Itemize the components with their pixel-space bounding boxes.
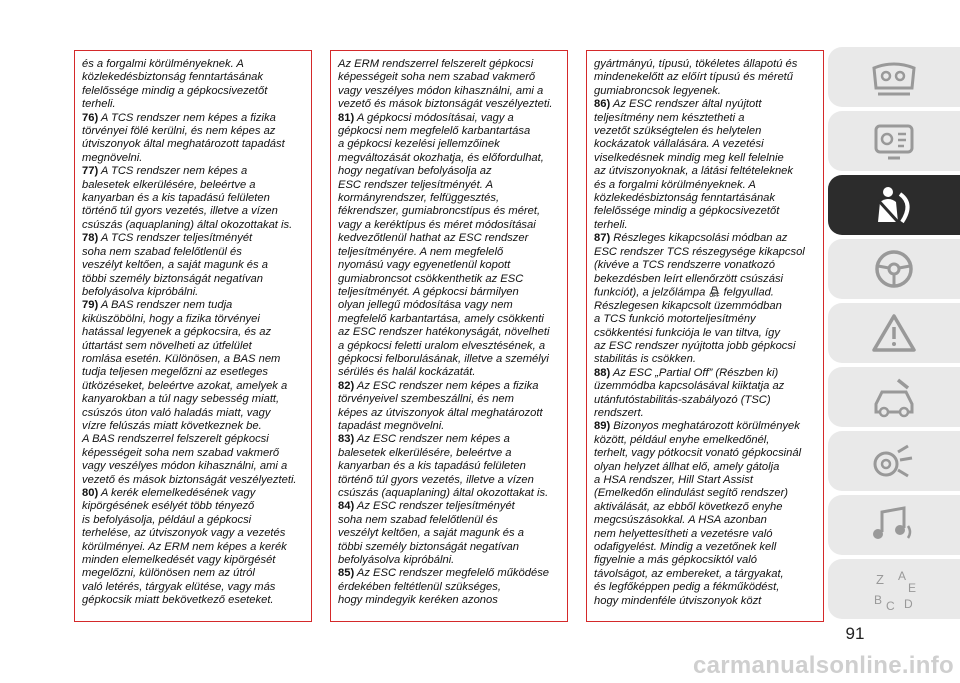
text-line: olyan jellegű módosítása vagy nem [338, 299, 513, 312]
page-number: 91 [845, 624, 865, 643]
text-line: hogy mindenféle útviszonyok közt [594, 594, 762, 607]
text-line: vezető és mások biztonságát veszélyezteti. [338, 98, 553, 111]
text-line: fékrendszer, gumiabroncstípus és méret, [338, 205, 541, 218]
text-line: nem helyettesítheti a vezetésre való [594, 527, 773, 540]
text-line: törvényei fölé kerülni, és nem képes az [82, 125, 276, 138]
alphabetical-index-icon [868, 566, 920, 612]
text-line: befolyásolva kipróbálni. [82, 285, 199, 298]
tab-dashboard[interactable] [828, 47, 960, 107]
text-line: és legfőképpen pedig a fékműködést, [594, 581, 780, 594]
text-line: befolyásolva kipróbálni. [338, 554, 455, 567]
index-letter: D [904, 597, 913, 611]
text-line: az ESC rendszer hatékonyságát, növelheti [338, 326, 550, 339]
text-line: teljesítményére. A nem megfelelő [338, 245, 504, 258]
note-number: 77) [82, 165, 99, 178]
text-line: hogy mindegyik keréken azonos [338, 594, 498, 607]
text-line: Az ESC rendszer nem képes a fizika [354, 379, 539, 392]
text-line: hatással legyenek a gépkocsira, és az [82, 326, 272, 339]
index-letter: Z [876, 572, 884, 587]
text-line: többi személy biztonságát negatívan [82, 272, 263, 285]
note-number: 76) [82, 111, 99, 124]
text-line: A BAS rendszer nem tudja [98, 299, 233, 312]
chapter-tabs [826, 47, 960, 622]
text-line: gumiabroncsok legyenek. [594, 84, 721, 97]
lamp-off-label: OFF [709, 292, 720, 299]
text-line: a TCS funkció motorteljesítmény [594, 313, 756, 326]
text-line: vízre felúszás miatt következnek be. [82, 419, 262, 432]
text-line: hogy negatívan befolyásolja az [338, 165, 492, 178]
text-line: úttartást sem növelheti az útfelület [82, 339, 252, 352]
text-line: mindenekelőtt az előírt típusú és méretű [594, 71, 793, 84]
text-line: soha nem szabad felelőtlenül és [338, 513, 498, 526]
paragraph [594, 58, 816, 608]
text-line: történő túl gyors vezetés, illetve a vízen [82, 205, 278, 218]
multimedia-icon [868, 502, 920, 548]
text-line: ütközéseket, beleértve azokat, amelyek a [82, 379, 288, 392]
note-number: 80) [82, 487, 99, 499]
tab-multimedia[interactable] [828, 495, 960, 555]
text-line: A kerék elemelkedésének vagy [98, 487, 256, 499]
text-line: (kivéve a TCS rendszerre vonatkozó [594, 259, 775, 272]
text-line: stabilitás is csökken. [594, 353, 696, 366]
text-line: balesetek elkerülésére, beleértve a [338, 446, 512, 459]
steering-wheel-icon [868, 246, 920, 292]
text-line: kockázatok vállalására. A vezetési [594, 138, 764, 151]
technical-data-icon [868, 438, 920, 484]
text-line: balesetek elkerülésére, beleértve a [82, 178, 256, 191]
text-line: gépkocsi nem megfelelő karbantartása [338, 125, 531, 138]
text-line: funkciót), a jelzőlámpa [594, 286, 709, 299]
text-line: a HSA rendszer, Hill Start Assist [594, 474, 753, 487]
text-line: sérülés és halál kockázatát. [338, 366, 476, 379]
note-number: 89) [594, 420, 611, 433]
text-line: (Emelkedőn elindulást segítő rendszer) [594, 487, 789, 500]
text-line: vagy veszélyes módon kihasználni, ami a [82, 460, 288, 473]
text-line: Az ESC rendszer megfelelő működése [354, 567, 550, 580]
note-number: 86) [594, 98, 611, 111]
note-number: 88) [594, 366, 611, 379]
text-line: soha nem szabad felelőtlenül és [82, 245, 242, 258]
tab-servicing[interactable] [828, 367, 960, 427]
text-line: képes az útviszonyok által meghatározott [338, 406, 543, 419]
text-line: csúszás (aquaplaning) által okozottakat is. [338, 487, 549, 499]
text-line: vagy a keréktípus és méret módosításai [338, 218, 536, 231]
text-line: A TCS rendszer nem képes a [98, 165, 248, 178]
index-letter: A [898, 569, 907, 583]
text-line: gépkocsik miatt bekövetkező eseteket. [82, 594, 274, 607]
text-line: csökkentési funkciója le van tiltva, így [594, 326, 780, 339]
text-line: az ESC rendszer nyújtotta jobb gépkocsi [594, 339, 796, 352]
text-line: megfelelő karbantartása, amely csökkenti [338, 312, 544, 325]
tab-index[interactable] [828, 559, 960, 619]
text-line: aktiválását, az ebből következő enyhe [594, 500, 783, 513]
text-column-3 [586, 50, 824, 622]
text-line: kanyarokban a túl nagy sebesség miatt, [82, 393, 280, 406]
text-line: megcsúszásokkal. A HSA azonban [594, 514, 767, 527]
text-line: megváltozását okozhatja, és előfordulhat, [338, 151, 544, 164]
text-line: olyan helyzet állhat elő, amely gátolja [594, 460, 780, 473]
text-line: A gépkocsi módosításai, vagy a [354, 111, 514, 124]
text-line: a gépkocsi feletti uralom elvesztésének, a [338, 339, 546, 352]
text-line: gyártmányú, típusú, tökéletes állapotú és [594, 58, 798, 70]
text-line: Az ESC rendszer teljesítményét [354, 500, 515, 513]
text-line: csúszós úton való haladás miatt, vagy [82, 406, 271, 419]
text-line: terheli. [82, 98, 116, 111]
car-dashboard-icon [868, 54, 920, 100]
text-line: terhelése, az útviszonyok vagy a vezetés [82, 527, 286, 540]
text-line: terheli. [594, 218, 628, 231]
watermark: carmanualsonline.info [692, 652, 954, 679]
paragraph [82, 58, 304, 608]
warning-lights-icon [868, 118, 920, 164]
text-line: ESC rendszer TCS részegysége kikapcsol [594, 245, 805, 258]
text-line: odafigyelést. Mindig a vezetőnek kell [594, 541, 777, 554]
text-line: teljesítmény nem késztetheti a [594, 111, 745, 124]
text-line: Bizonyos meghatározott körülmények [610, 420, 800, 433]
index-letter: E [908, 581, 917, 595]
text-line: a gépkocsi kezelési jellemzőinek [338, 138, 500, 151]
text-line: törvényeivel szembeszállni, és nem [338, 393, 514, 406]
paragraph [338, 58, 560, 608]
text-line: terhelt, vagy pótkocsit vonató gépkocsinál [594, 447, 802, 460]
text-line: vezető és mások biztonságát veszélyezteti. [82, 473, 297, 486]
text-line: felgyullad. [720, 286, 774, 299]
text-line: útviszonyok által meghatározott tapadást [82, 138, 285, 151]
text-line: A TCS rendszer nem képes a fizika [98, 111, 276, 124]
text-line: kanyarban és a kis tapadású felületen [338, 460, 526, 473]
tab-emergency[interactable] [828, 303, 960, 363]
text-line: is befolyásolja, például a gépkocsi [82, 513, 252, 526]
text-line: körülményei. Az ERM nem képes a kerék [82, 540, 287, 553]
text-line: Az ESC rendszer nem képes a [354, 433, 510, 446]
text-line: megnövelni. [82, 151, 143, 164]
text-line: gépkocsi felborulásának, illetve a személyi [338, 352, 549, 365]
text-line: vagy veszélyes módon kihasználni, ami a [338, 84, 544, 97]
index-letter: C [886, 599, 895, 612]
esc-off-warning-lamp-icon [708, 286, 720, 299]
text-line: figyelnie a más gépkocsiktól való [594, 554, 757, 567]
text-line: felelőssége mindig a gépkocsivezetőt [82, 84, 268, 97]
text-line: közlekedésbiztonság fenntartásának [82, 71, 263, 84]
text-line: A TCS rendszer teljesítményét [98, 232, 253, 245]
text-line: teljesítményét. A gépkocsi bármilyen [338, 285, 519, 298]
text-line: között, például enyhe emelkedőnél, [594, 433, 770, 446]
text-line: tapadást megnövelni. [338, 419, 445, 432]
text-line: utánfutóstabilitás-szabályozó (TSC) [594, 393, 771, 406]
text-line: üzemmódba kapcsolásával kiiktatja az [594, 380, 785, 393]
text-line: kipörgésének esélyét több tényező [82, 500, 255, 513]
tab-safety[interactable] [828, 175, 960, 235]
text-line: romlása esetén. Különösen, a BAS nem [82, 352, 281, 365]
text-line: csúszás (aquaplaning) által okozottakat is. [82, 218, 293, 231]
text-line: érdekében feltétlenül szükséges, [338, 580, 501, 593]
text-line: megelőzni, különösen nem az útról [82, 567, 255, 580]
text-line: gumiabroncsot csökkenthetik az ESC [338, 272, 524, 285]
text-line: tudja teljesen megelőzni az esetleges [82, 366, 268, 379]
text-line: kedvezőtlenül hathat az ESC rendszer [338, 232, 529, 245]
text-line: Részleges kikapcsolási módban az [610, 232, 788, 245]
text-line: és a forgalmi körülményeknek. A [82, 58, 244, 70]
text-column-2 [330, 50, 568, 622]
note-number: 78) [82, 232, 99, 245]
text-line: rendszert. [594, 407, 644, 420]
text-line: való letérés, tárgyak elütése, vagy más [82, 580, 276, 593]
text-line: ESC rendszer teljesítményét. A [338, 178, 494, 191]
note-number: 84) [338, 500, 355, 513]
tab-warning-lights[interactable] [828, 111, 960, 171]
text-line: kanyarban és a kis tapadású felületen [82, 192, 270, 205]
text-line: nyomású vagy egyenetlenül kopott [338, 259, 511, 272]
text-line: képességeit soha nem szabad vakmerő [338, 71, 536, 84]
wrench-car-icon [868, 374, 920, 420]
warning-triangle-icon [868, 310, 920, 356]
text-line: az útviszonyoknak, a látási feltételeknek [594, 165, 793, 178]
text-line: viselkedésnek mindig meg kell felelnie [594, 151, 784, 164]
note-number: 85) [338, 567, 355, 580]
text-line: Részlegesen kikapcsolt üzemmódban [594, 299, 782, 312]
text-line: történő túl gyors vezetés, illetve a vízen [338, 473, 534, 486]
text-line: veszélyt keltően, a saját magunk és a [338, 527, 524, 540]
note-number: 87) [594, 232, 611, 245]
text-line: többi személy biztonságát negatívan [338, 540, 519, 553]
text-line: minden elemelkedését vagy kipörgését [82, 554, 276, 567]
text-line: kiküszöbölni, hogy a fizika törvényei [82, 312, 260, 325]
tab-technical-data[interactable] [828, 431, 960, 491]
note-number: 82) [338, 379, 355, 392]
text-line: Az ERM rendszerrel felszerelt gépkocsi [338, 58, 534, 70]
note-number: 83) [338, 433, 355, 446]
text-column-1 [74, 50, 312, 622]
text-line: vezetőt szükségtelen és helytelen [594, 125, 762, 138]
text-line: Az ESC „Partial Off” (Részben ki) [610, 366, 779, 379]
text-line: bekezdésben leírt ellenőrzött csúszási [594, 272, 784, 285]
text-line: felelőssége mindig a gépkocsivezetőt [594, 205, 780, 218]
note-number: 81) [338, 111, 355, 124]
text-line: A BAS rendszerrel felszerelt gépkocsi [82, 433, 269, 446]
text-line: távolságot, az embereket, a tárgyakat, [594, 567, 784, 580]
text-line: veszélyt keltően, a saját magunk és a [82, 259, 268, 272]
text-line: és a forgalmi körülményeknek. A [594, 178, 756, 191]
tab-starting-driving[interactable] [828, 239, 960, 299]
index-letter: B [874, 593, 883, 607]
note-number: 79) [82, 299, 99, 312]
text-line: kormányrendszer, felfüggesztés, [338, 192, 500, 205]
text-line: közlekedésbiztonság fenntartásának [594, 192, 775, 205]
text-line: képességeit soha nem szabad vakmerő [82, 446, 280, 459]
seatbelt-safety-icon [868, 182, 920, 228]
text-line: Az ESC rendszer által nyújtott [610, 98, 762, 111]
